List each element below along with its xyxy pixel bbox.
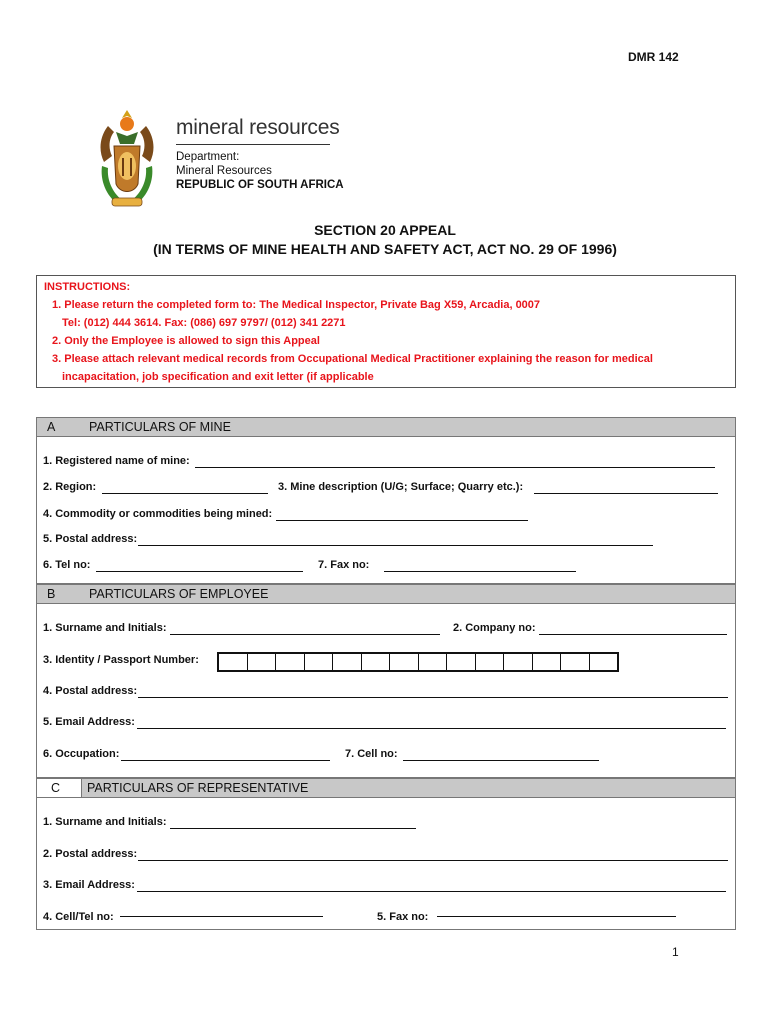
brand-department: Department: (176, 151, 240, 163)
commodity-label: 4. Commodity or commodities being mined: (43, 508, 273, 520)
mine-description-field[interactable] (534, 493, 718, 494)
document-number: DMR 142 (628, 50, 679, 64)
mine-fax-field[interactable] (384, 571, 576, 572)
employee-surname-label: 1. Surname and Initials: (43, 622, 167, 634)
section-c-title: PARTICULARS OF REPRESENTATIVE (87, 781, 309, 795)
rep-postal-address-label: 2. Postal address: (43, 848, 138, 860)
company-no-field[interactable] (539, 634, 727, 635)
page-number: 1 (672, 945, 679, 959)
region-label: 2. Region: (43, 481, 97, 493)
instruction-3: 3. Please attach relevant medical records from Occupational Medical Practitioner explaining the reason for medical (52, 353, 653, 365)
mine-tel-label: 6. Tel no: (43, 559, 91, 571)
employee-email-label: 5. Email Address: (43, 716, 135, 728)
instruction-3-continued: incapacitation, job specification and exit letter (if applicable (62, 371, 374, 383)
employee-email-field[interactable] (137, 728, 726, 729)
mine-description-label: 3. Mine description (U/G; Surface; Quarry etc.): (278, 481, 524, 493)
section-c-header (36, 778, 736, 798)
rep-postal-address-field[interactable] (138, 860, 728, 861)
rep-surname-label: 1. Surname and Initials: (43, 816, 167, 828)
instruction-1-contact: Tel: (012) 444 3614. Fax: (086) 697 9797/ (012) 341 2271 (62, 317, 346, 329)
cell-no-label: 7. Cell no: (345, 748, 398, 760)
occupation-field[interactable] (121, 760, 330, 761)
rep-fax-field[interactable] (437, 916, 676, 917)
mine-postal-address-label: 5. Postal address: (43, 533, 138, 545)
section-b-header (36, 584, 736, 604)
brand-country: REPUBLIC OF SOUTH AFRICA (176, 179, 344, 191)
section-b-title: PARTICULARS OF EMPLOYEE (89, 587, 269, 601)
rep-surname-field[interactable] (170, 828, 416, 829)
employee-postal-address-field[interactable] (138, 697, 728, 698)
mine-tel-field[interactable] (96, 571, 303, 572)
section-a-title: PARTICULARS OF MINE (89, 420, 231, 434)
brand-ministry: Mineral Resources (176, 165, 272, 177)
instruction-1: 1. Please return the completed form to: The Medical Inspector, Private Bag X59, Arcadia, 0007 (52, 299, 541, 311)
id-passport-input-boxes[interactable] (217, 652, 619, 672)
brand-divider (176, 144, 330, 145)
rep-email-label: 3. Email Address: (43, 879, 135, 891)
mine-fax-label: 7. Fax no: (318, 559, 370, 571)
company-no-label: 2. Company no: (453, 622, 536, 634)
instructions-heading: INSTRUCTIONS: (44, 281, 131, 293)
instruction-2: 2. Only the Employee is allowed to sign this Appeal (52, 335, 320, 347)
brand-name: mineral resources (176, 116, 340, 139)
mine-postal-address-field[interactable] (138, 545, 653, 546)
cell-no-field[interactable] (403, 760, 599, 761)
section-a-letter: A (47, 420, 56, 434)
employee-surname-field[interactable] (170, 634, 440, 635)
region-field[interactable] (102, 493, 268, 494)
commodity-field[interactable] (276, 520, 528, 521)
rep-fax-label: 5. Fax no: (377, 911, 429, 923)
form-title: SECTION 20 APPEAL (314, 222, 456, 238)
brand-block (176, 116, 344, 192)
section-a-header (36, 417, 736, 437)
rep-email-field[interactable] (137, 891, 726, 892)
section-c-letter: C (51, 781, 61, 795)
rep-cell-tel-label: 4. Cell/Tel no: (43, 911, 114, 923)
id-passport-label: 3. Identity / Passport Number: (43, 654, 199, 666)
employee-postal-address-label: 4. Postal address: (43, 685, 138, 697)
form-subtitle: (IN TERMS OF MINE HEALTH AND SAFETY ACT, ACT NO. 29 OF 1996) (153, 241, 617, 257)
instructions-box (36, 275, 736, 388)
rep-cell-tel-field[interactable] (120, 916, 323, 917)
mine-name-label: 1. Registered name of mine: (43, 455, 190, 467)
mine-name-field[interactable] (195, 467, 715, 468)
coat-of-arms-logo (94, 106, 160, 212)
section-b-letter: B (47, 587, 56, 601)
occupation-label: 6. Occupation: (43, 748, 120, 760)
